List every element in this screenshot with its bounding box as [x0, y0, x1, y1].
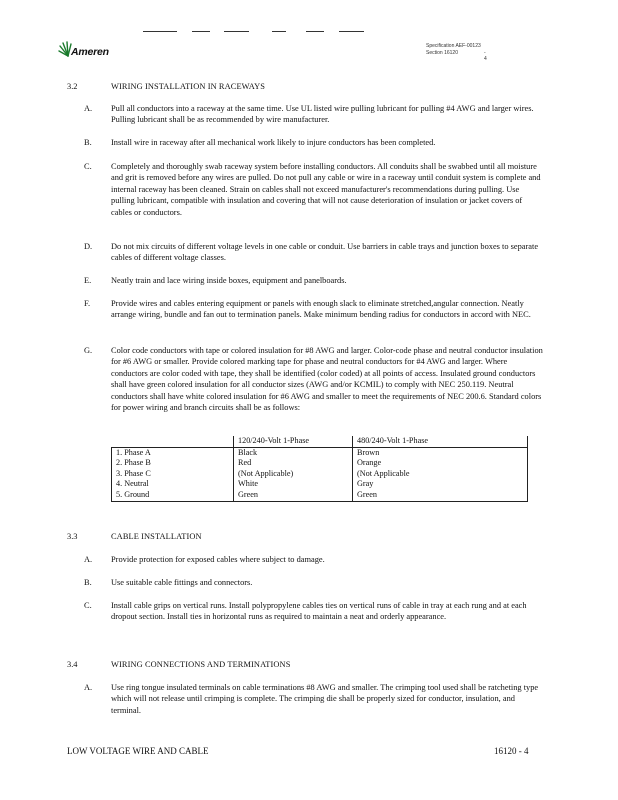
section-title: CABLE INSTALLATION — [111, 532, 202, 541]
spec-reference — [426, 43, 487, 62]
table-cell: Orange — [353, 458, 528, 469]
table-header-row — [112, 436, 528, 447]
spec-page: - 4 — [484, 49, 487, 62]
section-number: 3.3 — [67, 532, 78, 541]
table-header-cell — [112, 436, 234, 447]
item-label: A. — [84, 555, 93, 564]
table-cell: 2. Phase B — [112, 458, 234, 469]
item-label: B. — [84, 578, 92, 587]
table-header-cell: 480/240-Volt 1-Phase — [353, 436, 528, 447]
spec-section: Section 16120 — [426, 49, 458, 56]
table-cell: Brown — [353, 447, 528, 458]
item-label: F. — [84, 299, 91, 308]
item-text: Color code conductors with tape or colored insulation for #8 AWG and larger. Color-code phase and neutral conductor insulation for #6 AWG or smaller. Provide colored marking tape for phase and neutral conductors for #4 AWG and larger. Where conductors are color coded with tape, they shall be identified (color coded) at all points of access. Insulated ground conductors shall have green colored insulation for all conductor sizes (AWG and/or KCMIL) to comply with NEC 250.119. Neutral conductors shall have white colored insulation for #6 AWG and smaller to meet the requirements of NEC 200.6. Standard colors for power wiring and branch circuits shall be as follows: — [111, 346, 543, 413]
table-cell: (Not Applicable) — [234, 469, 353, 480]
table-cell: Gray — [353, 479, 528, 490]
item-text: Install cable grips on vertical runs. Install polypropylene cables ties on vertical runs of cable in tray at each rung and at each dropout section. Install ties in horizontal runs as required to maintain a neat and orderly appearance. — [111, 601, 527, 622]
header-rule — [339, 31, 364, 32]
table-row — [112, 447, 528, 458]
item-label: B. — [84, 138, 92, 147]
item-text: Pull all conductors into a raceway at the same time. Use UL listed wire pulling lubricant for pulling #4 AWG and larger wires. Pulling lubricant shall be as recommended by wire manufacturer. — [111, 104, 534, 125]
table-cell: White — [234, 479, 353, 490]
item-text: Use suitable cable fittings and connectors. — [111, 578, 253, 587]
table-cell: Green — [234, 490, 353, 501]
footer-page-number: 16120 - 4 — [494, 746, 529, 756]
table-header-cell: 120/240-Volt 1-Phase — [234, 436, 353, 447]
table-row — [112, 458, 528, 469]
logo-text: Ameren — [71, 46, 109, 58]
table-cell: Red — [234, 458, 353, 469]
item-label: C. — [84, 601, 92, 610]
section-title: WIRING INSTALLATION IN RACEWAYS — [111, 82, 266, 91]
item-label: E. — [84, 276, 92, 285]
table-cell: Green — [353, 490, 528, 501]
table-row — [112, 490, 528, 501]
table-cell: 1. Phase A — [112, 447, 234, 458]
item-label: G. — [84, 346, 93, 355]
table-cell: 5. Ground — [112, 490, 234, 501]
header-rule — [306, 31, 324, 32]
item-label: C. — [84, 162, 92, 171]
item-text: Install wire in raceway after all mechanical work likely to injure conductors has been completed. — [111, 138, 436, 147]
item-text: Neatly train and lace wiring inside boxes, equipment and panelboards. — [111, 276, 347, 285]
footer-title: LOW VOLTAGE WIRE AND CABLE — [67, 746, 209, 756]
item-label: A. — [84, 104, 93, 113]
table-row — [112, 479, 528, 490]
item-text: Completely and thoroughly swab raceway system before installing conductors. All conduits shall be swabbed until all moisture and grit is removed before any wires are pulled. Do not pull any cable or wire in a raceway until conduit system is complete and internal raceway has been cleaned. Strain on cables shall not exceed manufacturer's recommendations during pulling. Use pulling lubricant, compatible with insulation and covering that will not cause deterioration of insulation or jacket covers of cables or conductors. — [111, 162, 541, 217]
header-rule — [192, 31, 210, 32]
item-text: Use ring tongue insulated terminals on cable terminations #8 AWG and smaller. The crimping tool used shall be ratcheting type which will not release until crimping is complete. The crimping die shall be properly sized for conductor, insulation, and terminal. — [111, 683, 539, 715]
conductor-color-table — [111, 436, 528, 502]
item-label: A. — [84, 683, 93, 692]
item-label: D. — [84, 242, 93, 251]
table-cell: Black — [234, 447, 353, 458]
table-row — [112, 469, 528, 480]
header-rule — [272, 31, 286, 32]
company-logo — [58, 40, 128, 62]
item-text: Do not mix circuits of different voltage levels in one cable or conduit. Use barriers in cable trays and junction boxes to separate cables of different voltage classes. — [111, 242, 539, 263]
logo-burst-icon — [58, 40, 72, 60]
table-cell: 3. Phase C — [112, 469, 234, 480]
item-text: Provide protection for exposed cables where subject to damage. — [111, 555, 325, 564]
section-number: 3.2 — [67, 82, 78, 91]
spec-line: Specification AEF-00123 — [426, 43, 481, 49]
section-title: WIRING CONNECTIONS AND TERMINATIONS — [111, 660, 291, 669]
section-number: 3.4 — [67, 660, 78, 669]
header-rule — [143, 31, 177, 32]
table-cell: 4. Neutral — [112, 479, 234, 490]
header-rule — [224, 31, 249, 32]
item-text: Provide wires and cables entering equipment or panels with enough slack to eliminate stretched,angular connection. Neatly arrange wiring, bundle and fan out to termination panels. Make minimum bending radius for conductors in accord with NEC. — [111, 299, 531, 320]
table-cell: (Not Applicable — [353, 469, 528, 480]
